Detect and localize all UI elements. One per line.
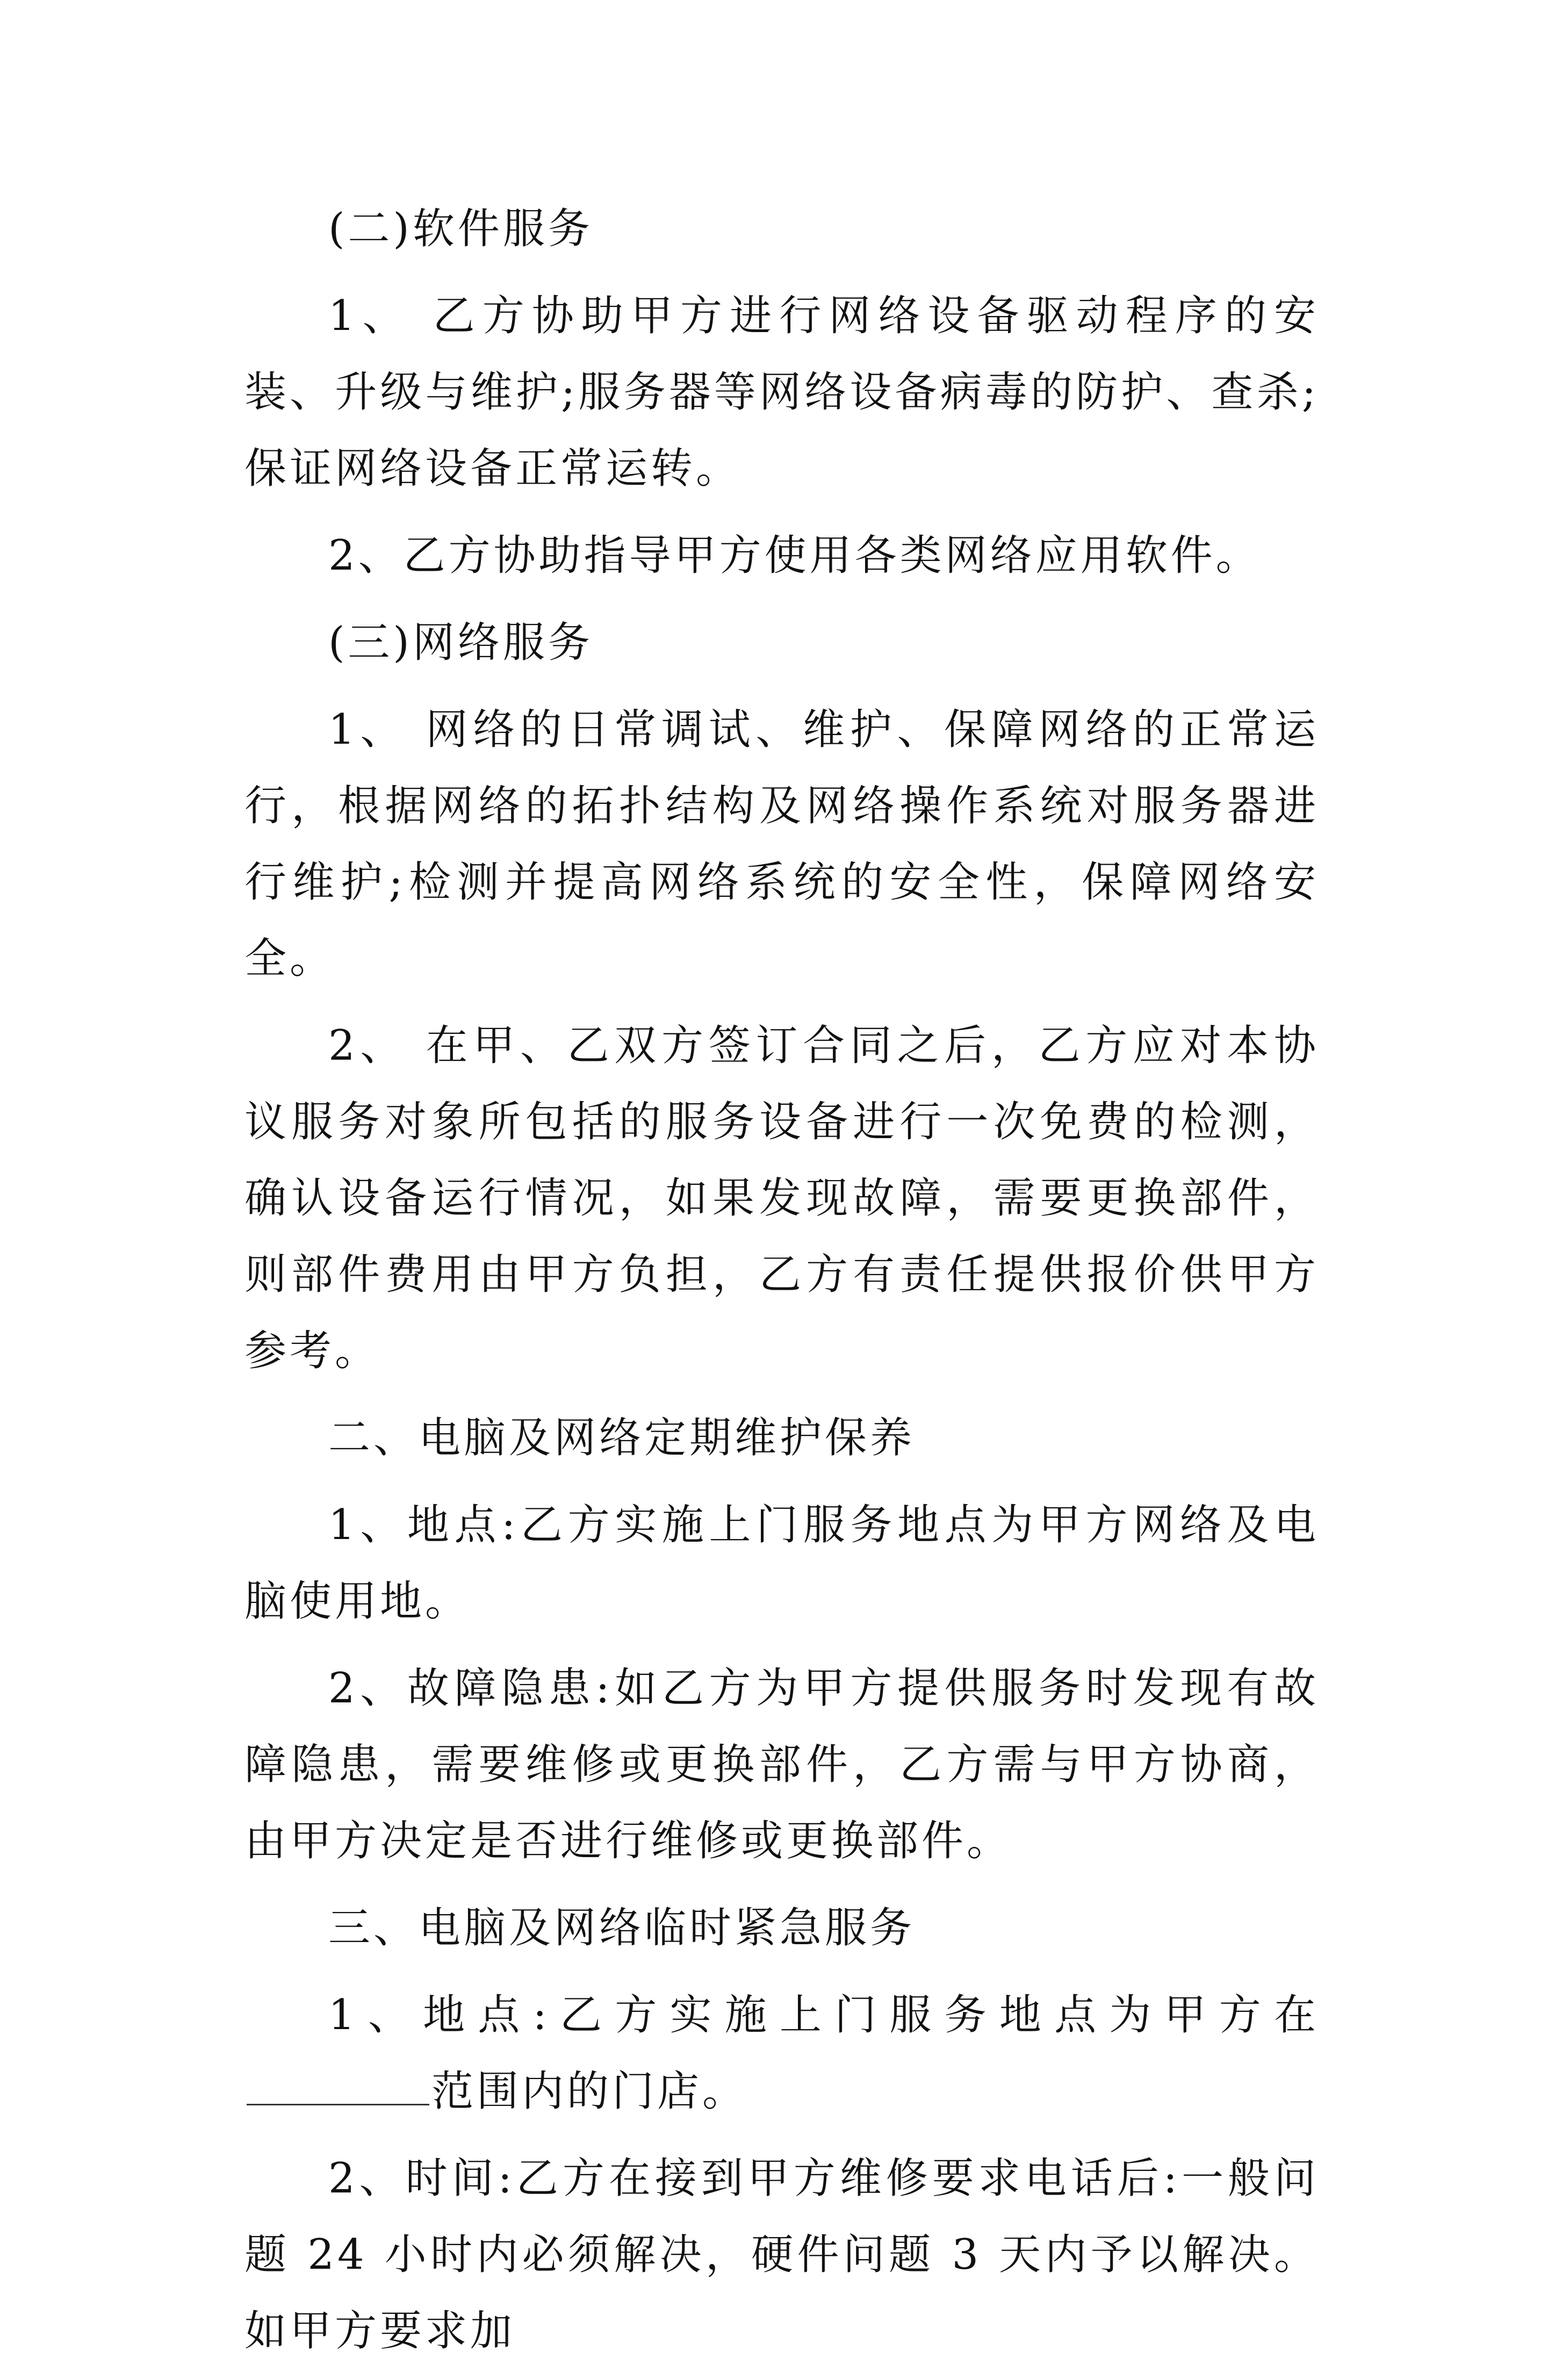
section-heading-software-service: (二)软件服务 — [328, 205, 593, 253]
fill-in-blank-line — [247, 2103, 429, 2105]
paragraph-network-1: 1、 网络的日常调试、维护、保障网络的正常运行，根据网络的拓扑结构及网络操作系统对服务器进行维护;检测并提高网络系统的安全性，保障网络安全。 — [244, 706, 1319, 983]
paragraph-software-2: 2、乙方协助指导甲方使用各类网络应用软件。 — [328, 531, 1261, 580]
document-body — [244, 191, 1319, 2380]
paragraph-maintenance-2: 2、故障隐患:如乙方为甲方提供服务时发现有故障隐患，需要维修或更换部件，乙方需与甲方协商，由甲方决定是否进行维修或更换部件。 — [244, 1664, 1319, 1865]
paragraph-maintenance-1: 1、地点:乙方实施上门服务地点为甲方网络及电脑使用地。 — [244, 1501, 1319, 1626]
section-heading-maintenance: 二、电脑及网络定期维护保养 — [328, 1414, 916, 1462]
paragraph-emergency-2: 2、时间:乙方在接到甲方维修要求电话后:一般问题 24 小时内必须解决，硬件问题 3 天内予以解决。如甲方要求加 — [244, 2154, 1319, 2355]
emergency-location-text-after: 范围内的门店。 — [431, 2067, 748, 2116]
paragraph-software-1: 1、 乙方协助甲方进行网络设备驱动程序的安装、升级与维护;服务器等网络设备病毒的防护、查杀;保证网络设备正常运转。 — [244, 292, 1319, 493]
paragraph-emergency-1 — [244, 1977, 1319, 2130]
emergency-location-text-before: 1、地点:乙方实施上门服务地点为甲方在 — [328, 1991, 1319, 2039]
section-heading-emergency: 三、电脑及网络临时紧急服务 — [328, 1904, 916, 1952]
section-heading-network-service: (三)网络服务 — [328, 619, 593, 667]
paragraph-network-2: 2、 在甲、乙双方签订合同之后，乙方应对本协议服务对象所包括的服务设备进行一次免费的检测，确认设备运行情况，如果发现故障，需要更换部件，则部件费用由甲方负担，乙方有责任提供报价供甲方参考。 — [244, 1022, 1319, 1375]
